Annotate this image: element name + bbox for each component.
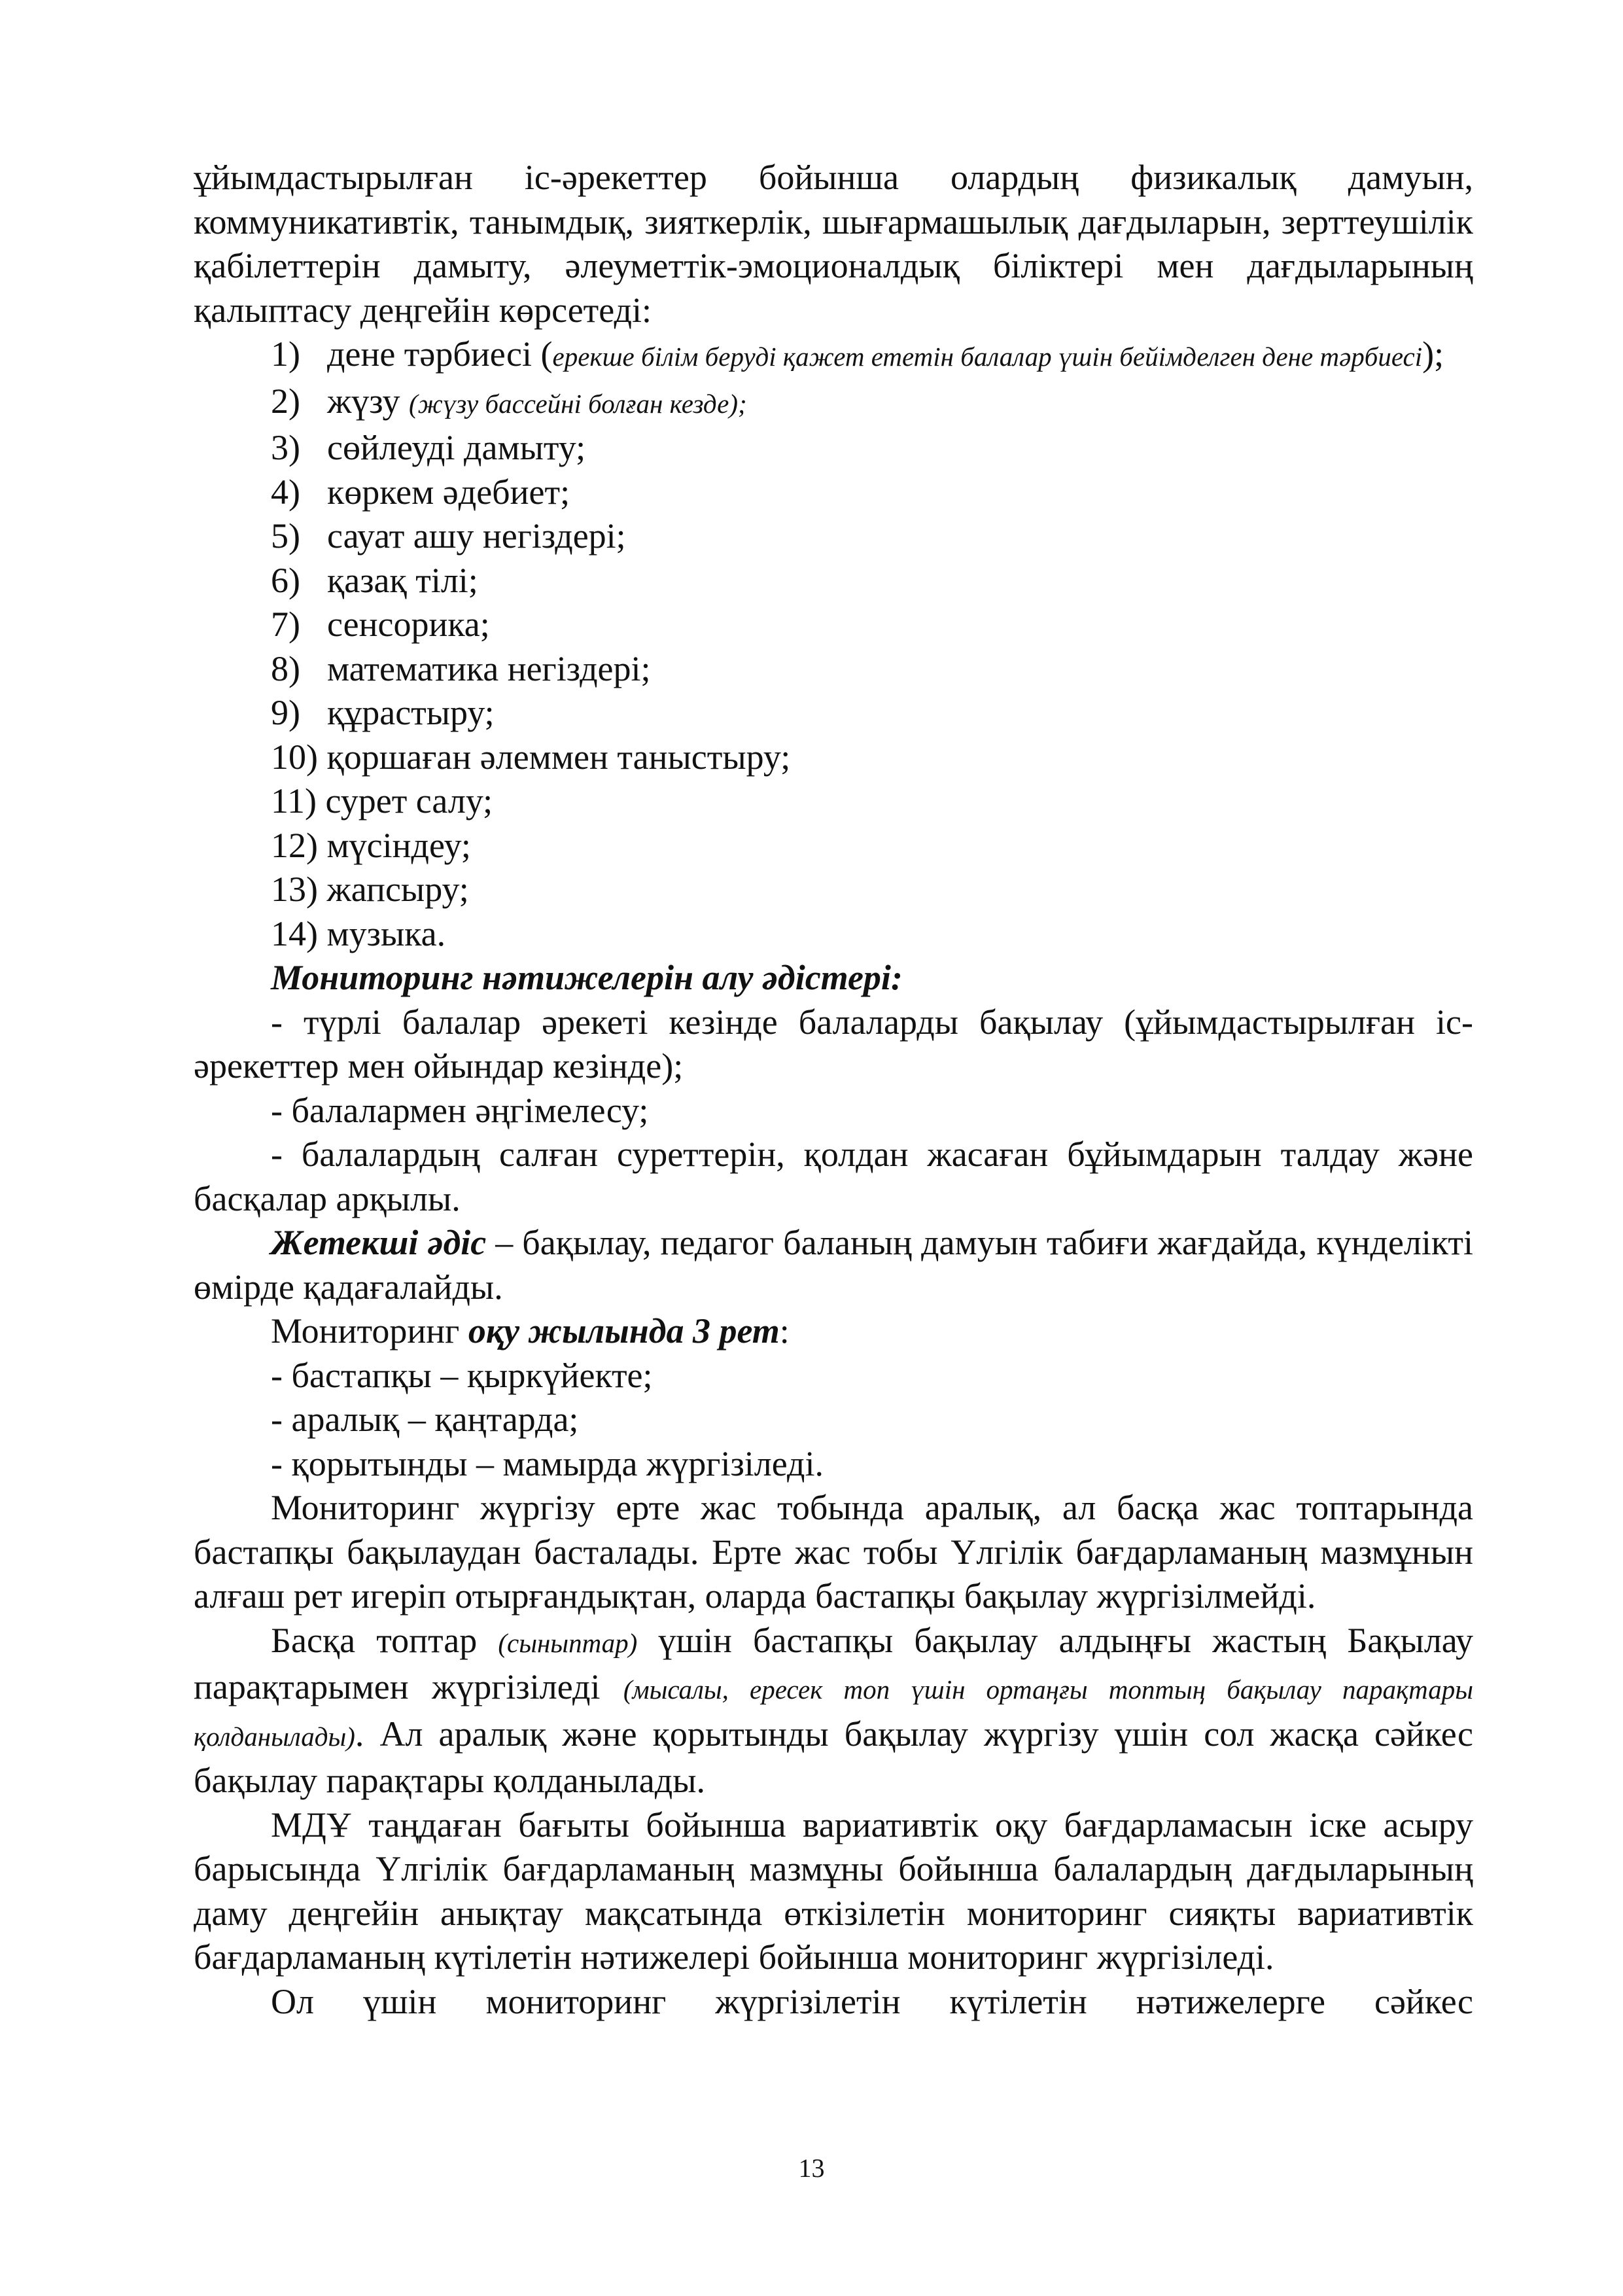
list-item: 7) сенсорика; bbox=[271, 605, 490, 644]
list-item: 11) сурет салу; bbox=[271, 781, 493, 821]
schedule-item: - қорытынды – мамырда жүргізіледі. bbox=[271, 1443, 824, 1483]
methods-item: - түрлі балалар әрекеті кезінде балаларды бақылау (ұйымдастырылған іс-әрекеттер мен ойындар кезінде); bbox=[194, 1002, 1473, 1086]
list-item: 12) мүсіндеу; bbox=[271, 825, 471, 865]
schedule-item: - аралық – қаңтарда; bbox=[271, 1400, 579, 1439]
list-item: 4) көркем әдебиет; bbox=[271, 472, 570, 512]
list-item: 1) дене тәрбиесі (ерекше білім беруді қажет ететін балалар үшін бейімделген дене тәрбиесі); bbox=[271, 334, 1444, 374]
leading-method-term: Жетекші әдіс bbox=[271, 1223, 487, 1262]
leading-method-paragraph: Жетекші әдіс – бақылау, педагог баланың дамуын табиғи жағдайда, күнделікті өмірде қадағалайды. bbox=[194, 1223, 1473, 1307]
list-item: 9) құрастыру; bbox=[271, 693, 495, 732]
list-item: 8) математика негіздері; bbox=[271, 648, 651, 688]
list-item: 3) сөйлеуді дамыту; bbox=[271, 428, 586, 467]
body-paragraph: Басқа топтар (сыныптар) үшін бастапқы бақылау алдыңғы жастың Бақылау парақтарымен жүргізіледі (мысалы, ересек топ үшін ортаңғы топтың бақылау парақтары қолданылады). Ал аралық және қорытынды бақылау жүргізу үшін сол жасқа сәйкес бақылау парақтары қолданылады. bbox=[194, 1620, 1474, 1800]
list-item: 2) жүзу (жүзу бассейні болған кезде); bbox=[271, 381, 747, 421]
body-paragraph: Мониторинг жүргізу ерте жас тобында аралық, ал басқа жас топтарында бастапқы бақылаудан басталады. Ерте жас тобы Үлгілік бағдарламаның мазмұнын алғаш рет игеріп отырғандықтан, оларда бастапқы бақылау жүргізілмейді. bbox=[194, 1488, 1473, 1616]
document-page bbox=[194, 156, 1473, 2024]
list-item: 14) музыка. bbox=[271, 913, 446, 953]
list-item: 6) қазақ тілі; bbox=[271, 560, 478, 600]
subject-list bbox=[194, 332, 1473, 956]
schedule-emphasis: оқу жылында 3 рет bbox=[468, 1311, 780, 1351]
page-number: 13 bbox=[798, 2153, 825, 2183]
body-paragraph: Ол үшін мониторинг жүргізілетін күтілетін нәтижелерге сәйкес bbox=[271, 1981, 1473, 2021]
list-item: 5) сауат ашу негіздері; bbox=[271, 516, 626, 556]
intro-paragraph: ұйымдастырылған іс-әрекеттер бойынша олардың физикалық дамуын, коммуникативтік, танымдық, зияткерлік, шығармашылық дағдыларын, зерттеушілік қабілеттерін дамыту, әлеуметтік-эмоционалдық біліктері мен дағдыларының қалыптасу деңгейін көрсетеді: bbox=[194, 158, 1473, 330]
methods-item: - балалардың салған суреттерін, қолдан жасаған бұйымдарын талдау және басқалар арқылы. bbox=[194, 1135, 1473, 1218]
methods-heading: Мониторинг нәтижелерін алу әдістері: bbox=[271, 958, 903, 997]
methods-item: - балалармен әңгімелесу; bbox=[271, 1090, 649, 1130]
list-item: 13) жапсыру; bbox=[271, 870, 469, 909]
schedule-item: - бастапқы – қыркүйекте; bbox=[271, 1355, 653, 1395]
list-item: 10) қоршаған әлеммен таныстыру; bbox=[271, 737, 791, 777]
body-paragraph: МДҰ таңдаған бағыты бойынша вариативтік оқу бағдарламасын іске асыру барысында Үлгілік бағдарламаның мазмұны бойынша балалардың дағдыларының даму деңгейін анықтау мақсатында өткізілетін мониторинг сияқты вариативтік бағдарламаның күтілетін нәтижелері бойынша мониторинг жүргізіледі. bbox=[194, 1805, 1473, 1977]
schedule-paragraph: Мониторинг оқу жылында 3 рет: bbox=[271, 1311, 790, 1351]
